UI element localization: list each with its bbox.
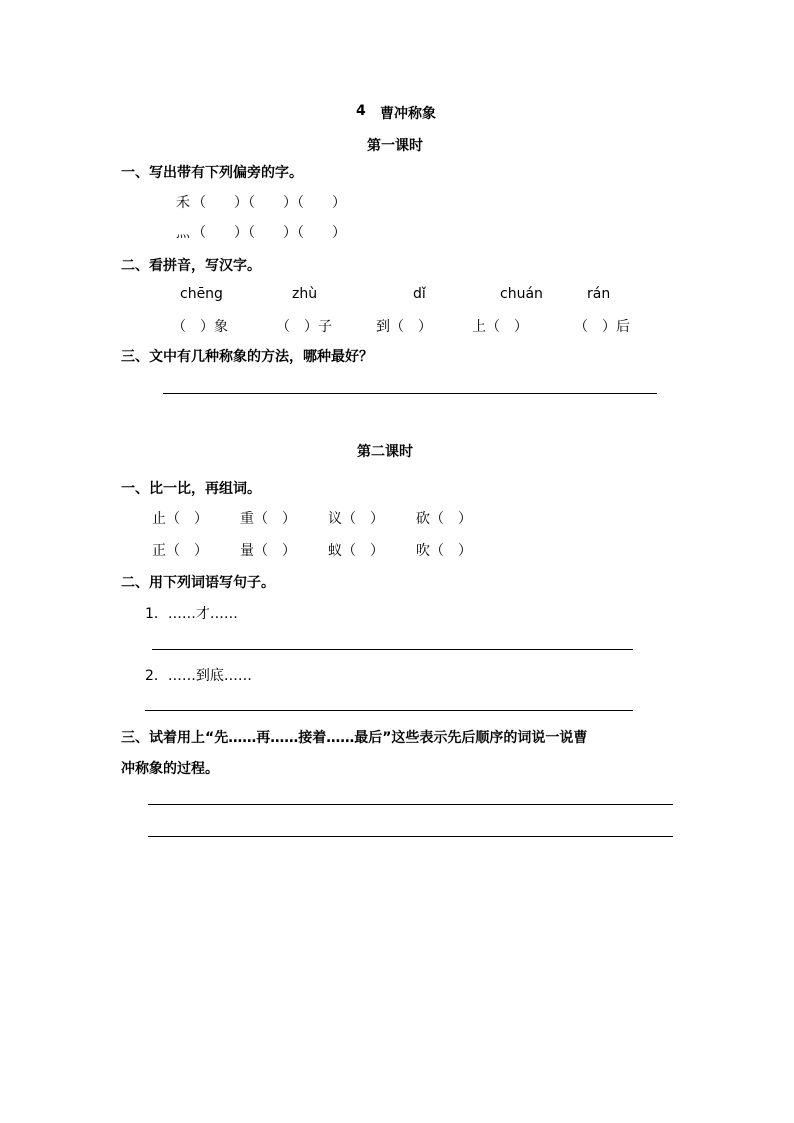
- pinyin-label: chēng: [180, 286, 223, 302]
- question-title: 一、写出带有下列偏旁的字。: [121, 165, 303, 181]
- answer-blanks[interactable]: （ ）（ ）（ ）: [192, 225, 346, 241]
- sentence-prompt: 2．……到底……: [145, 668, 252, 684]
- pinyin-label: dǐ: [413, 286, 426, 302]
- fill-blank-word[interactable]: （ ）子: [276, 319, 332, 335]
- answer-line[interactable]: [152, 649, 633, 650]
- fill-blank-word[interactable]: （ ）后: [574, 319, 630, 335]
- fill-blank-word[interactable]: （ ）象: [172, 319, 228, 335]
- compare-word[interactable]: 正（ ）: [152, 543, 208, 559]
- question-title: 二、看拼音，写汉字。: [121, 258, 261, 274]
- pinyin-label: zhù: [292, 286, 318, 302]
- pinyin-label: rán: [587, 286, 611, 302]
- answer-line[interactable]: [145, 710, 633, 711]
- question-title: 二、用下列词语写句子。: [121, 575, 275, 591]
- compare-word[interactable]: 议（ ）: [328, 511, 384, 527]
- answer-line[interactable]: [163, 393, 657, 394]
- lesson-title: 曹冲称象: [380, 106, 436, 122]
- section-heading-first-period: 第一课时: [367, 138, 423, 154]
- question-title: 三、文中有几种称象的方法，哪种最好？: [121, 349, 373, 365]
- question-title: 三、试着用上“先……再……接着……最后”这些表示先后顺序的词说一说曹: [121, 730, 588, 746]
- compare-word[interactable]: 蚁（ ）: [328, 543, 384, 559]
- compare-word[interactable]: 重（ ）: [240, 511, 296, 527]
- fill-blank-word[interactable]: 到（ ）: [376, 319, 432, 335]
- fill-blank-word[interactable]: 上（ ）: [472, 319, 528, 335]
- sentence-prompt: 1．……才……: [145, 606, 238, 622]
- question-title-continued: 冲称象的过程。: [121, 761, 219, 777]
- answer-line[interactable]: [148, 804, 673, 805]
- radical-item: 禾: [176, 195, 190, 211]
- pinyin-label: chuán: [500, 286, 543, 302]
- compare-word[interactable]: 止（ ）: [152, 511, 208, 527]
- answer-line[interactable]: [148, 836, 673, 837]
- compare-word[interactable]: 吹（ ）: [416, 543, 472, 559]
- compare-word[interactable]: 砍（ ）: [416, 511, 472, 527]
- radical-item: 灬: [176, 225, 190, 241]
- lesson-number: 4: [356, 103, 366, 119]
- answer-blanks[interactable]: （ ）（ ）（ ）: [192, 195, 346, 211]
- compare-word[interactable]: 量（ ）: [240, 543, 296, 559]
- question-title: 一、比一比，再组词。: [121, 481, 261, 497]
- section-heading-second-period: 第二课时: [357, 444, 413, 460]
